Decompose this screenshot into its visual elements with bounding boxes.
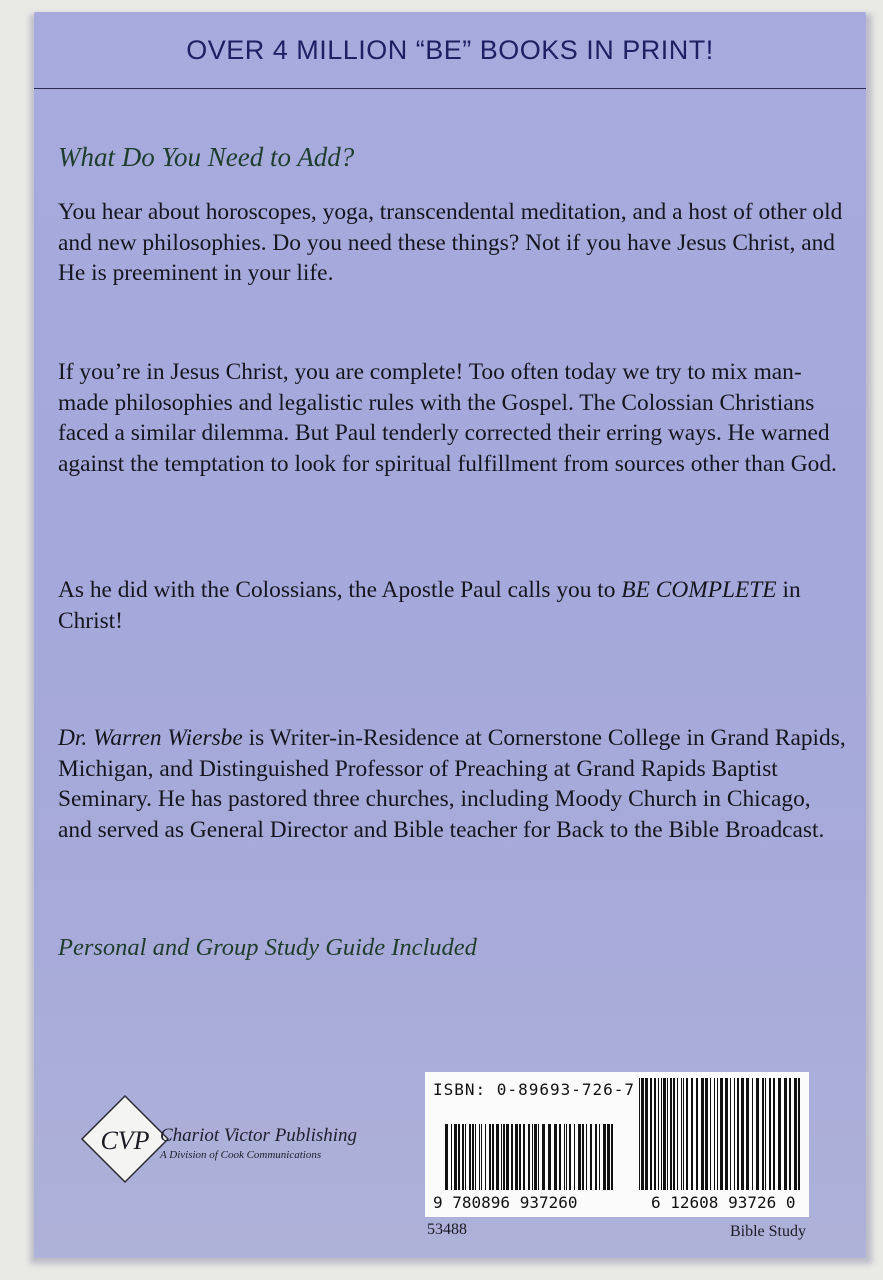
barcode-bar <box>667 1078 668 1190</box>
category-label: Bible Study <box>729 1223 806 1240</box>
product-code: 53488 <box>427 1221 467 1238</box>
barcode-bar <box>661 1078 662 1190</box>
paragraph-call-before: As he did with the Colossians, the Apostle Paul calls you to <box>58 577 622 603</box>
barcode-bar <box>717 1078 718 1190</box>
ean-digits: 9 780896 937260 <box>433 1193 578 1212</box>
ean-barcode <box>445 1124 615 1190</box>
barcode-bar <box>523 1124 525 1190</box>
barcode-bar <box>720 1078 723 1190</box>
barcode-bar <box>730 1078 731 1190</box>
publisher-name: Chariot Victor Publishing <box>160 1125 358 1146</box>
paragraph-complete: If you’re in Jesus Christ, you are complete! Too often today we try to mix man-made philosophies and legalistic rules with the Gospel. The Colossian Christians faced a similar dilemma. But Paul tenderly corrected their erring ways. He warned against the temptation to look for spiritual fulfillment from sources other than God. <box>58 359 837 477</box>
barcode-bar <box>710 1078 711 1190</box>
barcode-bar <box>714 1078 715 1190</box>
barcode-bar <box>485 1124 486 1190</box>
barcode-bar <box>569 1124 571 1190</box>
book-back-cover <box>34 12 866 1258</box>
barcode-bar <box>794 1078 797 1190</box>
barcode-bar <box>445 1124 448 1190</box>
publisher-logo-letters: CVP <box>100 1126 150 1155</box>
barcode-bar <box>746 1078 749 1190</box>
barcode-bar <box>532 1124 533 1190</box>
barcode-bar <box>578 1124 581 1190</box>
barcode-bar <box>645 1078 648 1190</box>
barcode-bar <box>489 1124 491 1190</box>
paragraph-call <box>58 575 848 636</box>
barcode-bar <box>566 1124 567 1190</box>
barcode-bar <box>472 1124 474 1190</box>
barcode-bar <box>599 1124 600 1190</box>
barcode-bar <box>554 1124 557 1190</box>
barcode-bar <box>696 1078 698 1190</box>
barcode-bar <box>582 1124 584 1190</box>
barcode-bar <box>701 1078 704 1190</box>
barcode-bar <box>734 1078 735 1190</box>
barcode-bar <box>773 1078 775 1190</box>
barcode-bar <box>595 1124 597 1190</box>
barcode-bar <box>475 1124 476 1190</box>
barcode-bar <box>501 1124 502 1190</box>
isbn-text: ISBN: 0-89693-726-7 <box>433 1080 636 1099</box>
barcode-label <box>425 1072 809 1217</box>
barcode-bar <box>586 1124 587 1190</box>
barcode-bar <box>538 1124 539 1190</box>
barcode-bar <box>506 1124 509 1190</box>
barcode-bar <box>574 1124 575 1190</box>
barcode-bar <box>686 1078 688 1190</box>
barcode-bar <box>564 1124 565 1190</box>
barcode-bar <box>603 1124 606 1190</box>
barcode-bar <box>469 1124 471 1190</box>
barcode-bar <box>548 1124 551 1190</box>
banner-headline: OVER 4 MILLION “BE” BOOKS IN PRINT! <box>34 12 866 89</box>
barcode-bar <box>741 1078 744 1190</box>
barcode-bar <box>737 1078 739 1190</box>
barcode-bar <box>677 1078 678 1190</box>
barcode-bar <box>670 1078 672 1190</box>
author-bio-text: is Writer-in-Residence at Cornerstone College in Grand Rapids, Michigan, and Distinguished Professor of Preaching at Grand Rapids Baptist Seminary. He has pastored three churches, including Moody Church in Chicago, and served as General Director and Bible teacher for Back to the Bible Broadcast. <box>58 725 846 843</box>
barcode-bar <box>559 1124 561 1190</box>
barcode-bar <box>681 1078 682 1190</box>
barcode-bar <box>725 1078 728 1190</box>
barcode-bar <box>798 1078 800 1190</box>
barcode-bar <box>705 1078 708 1190</box>
barcode-bar <box>479 1124 480 1190</box>
barcode-bar <box>481 1124 482 1190</box>
barcode-bar <box>691 1078 693 1190</box>
publisher-subtitle: A Division of Cook Communications <box>160 1149 322 1161</box>
barcode-bar <box>454 1124 457 1190</box>
upc-digits: 6 12608 93726 0 <box>651 1193 796 1212</box>
barcode-bar <box>503 1124 505 1190</box>
barcode-bar <box>511 1124 513 1190</box>
barcode-bar <box>607 1124 610 1190</box>
barcode-bar <box>492 1124 494 1190</box>
barcode-bar <box>784 1078 787 1190</box>
barcode-bar <box>528 1124 530 1190</box>
barcode-bar <box>590 1124 592 1190</box>
barcode-bar <box>654 1078 656 1190</box>
barcode-bar <box>663 1078 666 1190</box>
barcode-bar <box>789 1078 791 1190</box>
barcode-bar <box>765 1078 766 1190</box>
barcode-bar <box>458 1124 460 1190</box>
barcode-bar <box>762 1078 764 1190</box>
barcode-bar <box>496 1124 499 1190</box>
author-bio <box>58 723 848 845</box>
barcode-bar <box>519 1124 521 1190</box>
upc-barcode <box>639 1078 803 1190</box>
barcode-bar <box>752 1078 753 1190</box>
section-heading: What Do You Need to Add? <box>58 142 355 172</box>
paragraph-call-after: in Christ! <box>58 577 801 634</box>
barcode-bar <box>515 1124 518 1190</box>
barcode-bar <box>542 1124 545 1190</box>
barcode-bar <box>658 1078 659 1190</box>
author-name: Dr. Warren Wiersbe <box>58 725 243 751</box>
study-guide-note: Personal and Group Study Guide Included <box>58 934 477 961</box>
barcode-bar <box>462 1124 464 1190</box>
barcode-bar <box>756 1078 759 1190</box>
barcode-bar <box>534 1124 537 1190</box>
barcode-bar <box>611 1124 613 1190</box>
barcode-bar <box>451 1124 452 1190</box>
barcode-bar <box>639 1078 640 1190</box>
paragraph-call-emphasis: BE COMPLETE <box>621 577 777 603</box>
barcode-bar <box>778 1078 781 1190</box>
barcode-bar <box>673 1078 675 1190</box>
barcode-bar <box>650 1078 652 1190</box>
barcode-bar <box>769 1078 771 1190</box>
paragraph-intro: You hear about horoscopes, yoga, transcendental meditation, and a host of other old and new philosophies. Do you need these things? Not if you have Jesus Christ, and He is preeminent in your life. <box>58 199 843 286</box>
barcode-bar <box>641 1078 644 1190</box>
publisher-logo-icon <box>80 1094 170 1184</box>
barcode-bar <box>683 1078 684 1190</box>
barcode-bar <box>465 1124 466 1190</box>
